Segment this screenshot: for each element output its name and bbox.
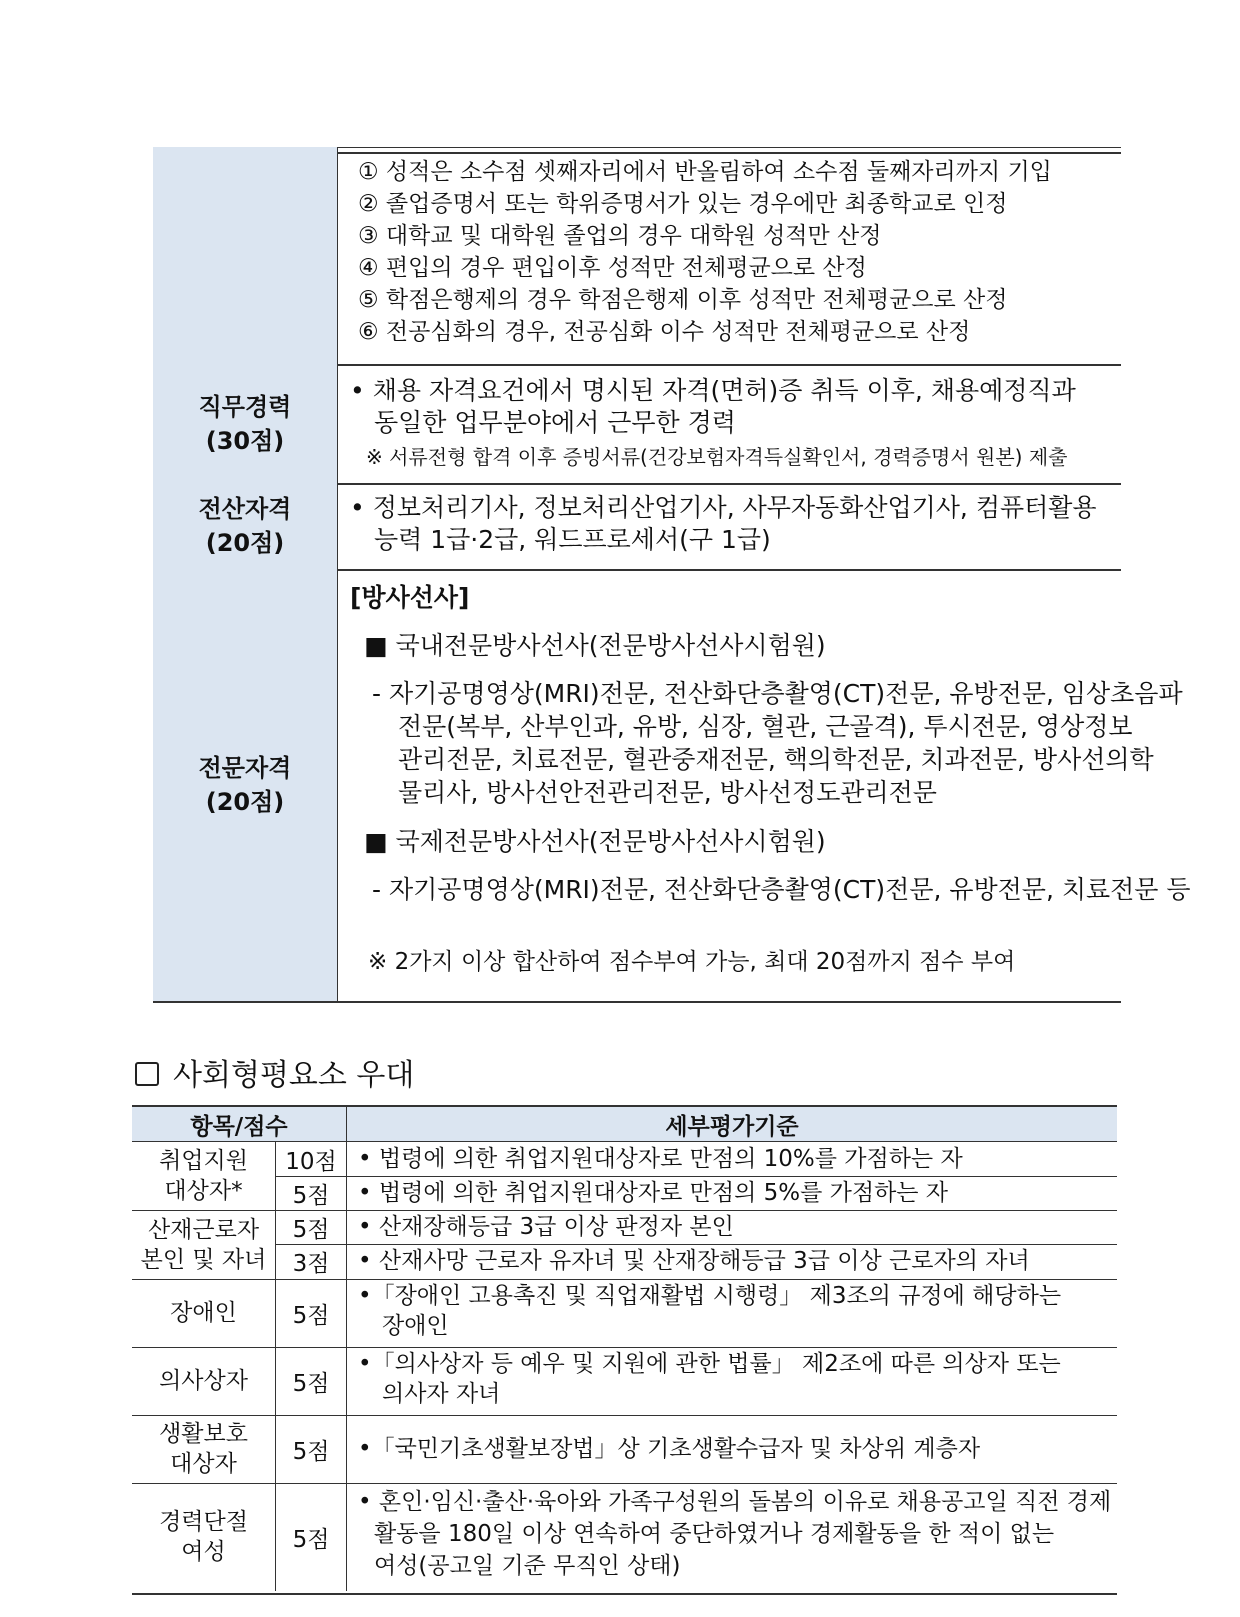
disabled-category — [132, 1279, 276, 1347]
international-line: - 자기공명영상(MRI)전문, 전산화단층촬영(CT)전문, 유방전문, 치료전문 등 — [372, 875, 1191, 904]
grade-note-3: ③ 대학교 및 대학원 졸업의 경우 대학원 성적만 산정 — [358, 223, 882, 249]
employment-support-category — [132, 1142, 276, 1210]
job-career-row — [153, 364, 1121, 485]
disabled-criteria-2: 장애인 — [382, 1313, 449, 1339]
disabled-cat: 장애인 — [170, 1300, 237, 1326]
grade-note-4: ④ 편입의 경우 편입이후 성적만 전체평균으로 산정 — [358, 255, 867, 281]
it-cert-content — [338, 483, 1121, 569]
domestic-line-1: - 자기공명영상(MRI)전문, 전산화단층촬영(CT)전문, 유방전문, 임상초음파 — [372, 679, 1183, 708]
industrial-cat-line-2: 본인 및 자녀 — [140, 1246, 267, 1273]
pro-cert-content — [338, 569, 1191, 1001]
row-divider — [276, 1244, 1117, 1245]
pro-cert-row — [153, 569, 1191, 1003]
domestic-line-2: 전문(복부, 산부인과, 유방, 심장, 혈관, 근골격), 투시전문, 영상정보 — [398, 712, 1133, 741]
row-divider — [276, 1176, 1117, 1177]
section-heading — [135, 1050, 414, 1094]
employment-points-5: 5점 — [276, 1176, 347, 1210]
livelihood-criteria: •「국민기초생활보장법」상 기초생활수급자 및 차상위 계층자 — [358, 1436, 981, 1462]
header-criteria-cell: 세부평가기준 — [347, 1107, 1117, 1142]
righteous-category — [132, 1347, 276, 1415]
qualification-table — [153, 147, 1191, 1007]
job-career-title: 직무경력 — [198, 392, 292, 421]
righteous-criteria-2: 의사자 자녀 — [382, 1381, 501, 1407]
disabled-criteria-1: •「장애인 고용촉진 및 직업재활법 시행령」 제3조의 규정에 해당하는 — [358, 1283, 1062, 1309]
it-cert-row — [153, 483, 1121, 571]
grade-notes-label-cell — [153, 147, 338, 364]
career-break-points: 5점 — [276, 1483, 347, 1591]
pro-cert-note: ※ 2가지 이상 합산하여 점수부여 가능, 최대 20점까지 점수 부여 — [368, 949, 1016, 975]
header-item-cell: 항목/점수 — [132, 1107, 347, 1142]
employment-cat-line-1: 취업지원 — [159, 1148, 248, 1174]
job-career-content — [338, 364, 1121, 483]
employment-criteria-1: • 법령에 의한 취업지원대상자로 만점의 10%를 가점하는 자 — [358, 1146, 963, 1172]
radiographer-title: [방사선사] — [350, 583, 470, 612]
job-career-note: ※ 서류전형 합격 이후 증빙서류(건강보험자격득실확인서, 경력증명서 원본) 제출 — [366, 445, 1068, 469]
employment-points-10: 10점 — [276, 1142, 347, 1176]
job-career-points: (30점) — [205, 426, 285, 455]
career-break-criteria-1: • 혼인·임신·출산·육아와 가족구성원의 돌봄의 이유로 채용공고일 직전 경제 — [358, 1489, 1112, 1515]
career-break-cat-line-1: 경력단절 — [159, 1509, 248, 1535]
grade-note-5: ⑤ 학점은행제의 경우 학점은행제 이후 성적만 전체평균으로 산정 — [358, 287, 1008, 313]
career-break-category — [132, 1483, 276, 1591]
industrial-accident-category — [132, 1210, 276, 1279]
it-cert-line-1: • 정보처리기사, 정보처리산업기사, 사무자동화산업기사, 컴퓨터활용 — [350, 493, 1097, 522]
grade-notes-content — [338, 147, 1121, 364]
livelihood-points: 5점 — [276, 1415, 347, 1483]
social-equity-table — [132, 1105, 1117, 1595]
career-break-criteria-2: 활동을 180일 이상 연속하여 중단하였거나 경제활동을 한 적이 없는 — [374, 1521, 1055, 1547]
righteous-cat: 의사상자 — [159, 1368, 248, 1394]
disabled-points: 5점 — [276, 1279, 347, 1347]
pro-cert-points: (20점) — [205, 788, 285, 816]
righteous-criteria-1: •「의사상자 등 예우 및 지원에 관한 법률」 제2조에 따른 의상자 또는 — [358, 1351, 1061, 1377]
international-radiographer: ■ 국제전문방사선사(전문방사선사시험원) — [364, 827, 826, 856]
domestic-line-3: 관리전문, 치료전문, 혈관중재전문, 핵의학전문, 치과전문, 방사선의학 — [398, 745, 1154, 774]
job-career-line-1: • 채용 자격요건에서 명시된 자격(면허)증 취득 이후, 채용예정직과 — [350, 376, 1076, 405]
livelihood-cat-line-2: 대상자 — [170, 1451, 237, 1477]
domestic-radiographer: ■ 국내전문방사선사(전문방사선사시험원) — [364, 631, 826, 660]
grade-notes-row — [153, 147, 1121, 366]
section-title: 사회형평요소 우대 — [173, 1058, 415, 1093]
industrial-points-5: 5점 — [276, 1210, 347, 1244]
employment-criteria-2: • 법령에 의한 취업지원대상자로 만점의 5%를 가점하는 자 — [358, 1180, 949, 1206]
industrial-criteria-1: • 산재장해등급 3급 이상 판정자 본인 — [358, 1214, 734, 1240]
livelihood-cat-line-1: 생활보호 — [159, 1421, 248, 1447]
industrial-cat-line-1: 산재근로자 — [147, 1216, 260, 1243]
righteous-points: 5점 — [276, 1347, 347, 1415]
checkbox-square-icon — [135, 1062, 159, 1086]
career-break-cat-line-2: 여성 — [181, 1539, 226, 1565]
domestic-line-4: 물리사, 방사선안전관리전문, 방사선정도관리전문 — [398, 778, 937, 807]
industrial-criteria-2: • 산재사망 근로자 유자녀 및 산재장해등급 3급 이상 근로자의 자녀 — [358, 1248, 1030, 1274]
pro-cert-label — [153, 569, 338, 1001]
it-cert-label — [153, 483, 338, 569]
livelihood-category — [132, 1415, 276, 1483]
employment-cat-line-2: 대상자* — [164, 1178, 243, 1204]
career-break-criteria-3: 여성(공고일 기준 무직인 상태) — [374, 1553, 681, 1579]
job-career-label — [153, 364, 338, 483]
job-career-line-2: 동일한 업무분야에서 근무한 경력 — [374, 408, 736, 437]
grade-note-6: ⑥ 전공심화의 경우, 전공심화 이수 성적만 전체평균으로 산정 — [358, 319, 971, 345]
it-cert-points: (20점) — [205, 529, 285, 557]
grade-note-2: ② 졸업증명서 또는 학위증명서가 있는 경우에만 최종학교로 인정 — [358, 191, 1008, 217]
grade-note-1: ① 성적은 소수점 셋째자리에서 반올림하여 소수점 둘째자리까지 기입 — [358, 159, 1052, 185]
industrial-points-3: 3점 — [276, 1244, 347, 1279]
it-cert-title: 전산자격 — [198, 495, 292, 523]
it-cert-line-2: 능력 1급·2급, 워드프로세서(구 1급) — [374, 525, 771, 554]
pro-cert-title: 전문자격 — [198, 754, 292, 782]
